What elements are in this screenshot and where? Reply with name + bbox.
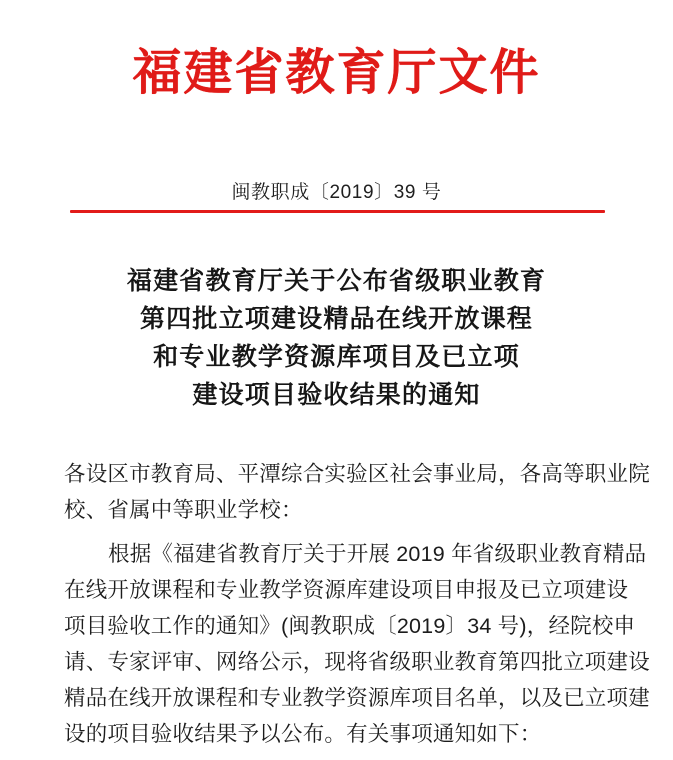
addressee-block (64, 456, 650, 528)
masthead (0, 44, 673, 102)
masthead-title: 福建省教育厅文件 (132, 45, 541, 100)
document-number-row (0, 180, 673, 206)
addressee-line-1: 各设区市教育局、平潭综合实验区社会事业局，各高等职业院 (64, 462, 650, 486)
title-line-1: 福建省教育厅关于公布省级职业教育 (126, 267, 547, 295)
document-body (64, 456, 650, 752)
body-line-3: 项目验收工作的通知》(闽教职成〔2019〕34 号)，经院校申 (64, 614, 636, 638)
body-line-5: 精品在线开放课程和专业教学资源库项目名单，以及已立项建 (64, 686, 650, 710)
document-number: 闽教职成〔2019〕39 号 (231, 182, 442, 203)
body-line-1: 根据《福建省教育厅关于开展 2019 年省级职业教育精品 (108, 542, 647, 566)
body-line-4: 请、专家评审、网络公示，现将省级职业教育第四批立项建设 (64, 650, 650, 674)
document-title (0, 262, 673, 414)
title-line-3: 和专业教学资源库项目及已立项 (153, 343, 520, 371)
title-line-4: 建设项目验收结果的通知 (192, 381, 481, 409)
addressee-line-2: 校、省属中等职业学校： (64, 498, 303, 522)
body-line-2: 在线开放课程和专业教学资源库建设项目申报及已立项建设 (64, 578, 629, 602)
body-paragraph (64, 536, 650, 752)
body-line-6: 设的项目验收结果予以公布。有关事项通知如下： (64, 722, 542, 746)
title-line-2: 第四批立项建设精品在线开放课程 (139, 305, 533, 333)
red-separator-rule (70, 210, 605, 213)
